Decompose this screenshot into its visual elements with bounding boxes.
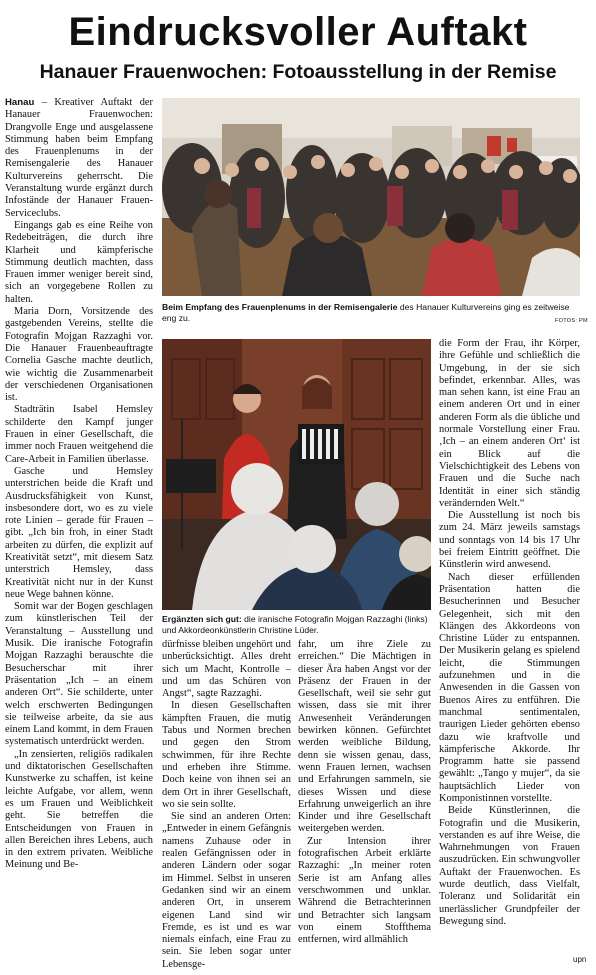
photo-reception-image [162,98,580,296]
paragraph: Sie sind an anderen Orten: „Entweder in einem Gefängnis namens Zuhause oder in realen Gefängnissen oder in anderen Ländern oder sogar im Himmel. Selbst in unseren Gedanken sind wir an einem anderen Ort, in unserem eigenen Land sind wir Fremde, es ist und es war niemals einfach, eine Frau zu sein. Sie leben sogar unter Lebensge- [162,811,291,970]
article-column-1 [5,97,153,872]
paragraph: Gasche und Hemsley unterstrichen beide die Kraft und Ausdrucksfähigkeit von Kunst, insbesondere dort, wo es zu viele rote Linien – gerade für Frauen – gibt. „Ich bin froh, in einer Stadt arbeiten zu dürfen, die explizit auf Kreativität setzt“, mit diesem Satz unterstrich Hemsley, dass Kreativität nicht nur in der Kunst neue Wege bahnen könne. [5,465,153,600]
paragraph: In diesen Gesellschaften kämpften Frauen, die mutig Tabus und Normen brechen und gegen den Strom schwimmen, für ihre Rechte und erheben ihre Stimme. Doch keine von ihnen sei an dem Ort in ihrer Gesellschaft, wo sie sein sollte. [162,700,291,810]
photo-performers [162,339,431,610]
author-signature: upn [573,955,587,964]
dateline: Hanau [5,97,35,108]
paragraph: dürfnisse bleiben ungehört und unberücksichtigt. Alles dreht sich um Macht, Kontrolle – und um das Schüren von Angst“, sagte Razzaghi. [162,639,291,700]
paragraph: Die Ausstellung ist noch bis zum 24. März jeweils samstags und sonntags von 14 bis 17 Uhr bei freiem Eintritt geöffnet. Die Künstlerin wird anwesend. [439,510,580,571]
paragraph: Eingangs gab es eine Reihe von Redebeiträgen, die durch ihre Klarheit und kämpferische Stimmung deutlich machten, dass Frauen immer weniger bereit sind, sich an vorgegebene Rollen zu halten. [5,219,153,305]
photo-reception-crowd [162,98,580,296]
caption-photo-1: Beim Empfang des Frauenplenums in der Remisengalerie des Hanauer Kulturvereins ging es zeitweise eng zu. [162,302,570,323]
paragraph: Zur Intension ihrer fotografischen Arbeit erklärte Razzaghi: „In meiner roten Serie ist am Anfang alles verschwommen und unklar. Während die Betrachterinnen und Betrachter sich langsam von einem Stoffthema entfernen, wird allmählich [298,835,431,946]
article-column-4 [439,338,580,928]
paragraph: Nach dieser erfüllenden Präsentation hatten die Besucherinnen und Besucher Gelegenheit, sich mit den Klängen des Akkordeons von Christine Lüder zu entspannen. Der Musikerin gelang es spielend leicht, die Stimmungen aufzunehmen und in die Anwesenden in die Gassen von Buenos Aires zu entführen. Die manchmal sentimentalen, traurigen Lieder gehörten ebenso dazu wie kraftvolle und kämpferische Akkorde. Ihr Programm hatte sie passend gewählt: „Tango y mujer“, da sie hauptsächlich Lieder von Komponistinnen vorstellte. [439,571,580,804]
subheadline: Hanauer Frauenwochen: Fotoausstellung in der Remise [39,61,557,83]
photo-performers-image [162,339,431,610]
paragraph: Hanau – Kreativer Auftakt der Hanauer Frauenwochen: Drangvolle Enge und ausgelassene Stimmung haben beim Empfang des Frauenplenums in der Remisengalerie des Hanauer Kulturvereins geherrscht. Die Veranstaltung wurde ergänzt durch Infostände der Hanauer Frauen-Serviceclubs. [5,97,153,219]
paragraph: Somit war der Bogen geschlagen zum künstlerischen Teil der Veranstaltung – Ausstellung und Musik. Die iranische Fotografin Mojgan Razzaghi berauschte die Besucherschar mit ihrer Präsentation „Ich – an einem anderen Ort“. Sie schilderte, unter welch erschwerten Bedingungen sie teilweise arbeite, da sie aus einem Land kommt, in dem Frauen systematisch unterdrückt werden. [5,601,153,748]
paragraph: „In zensierten, religiös radikalen und diktatorischen Gesellschaften Kunstwerke zu schaffen, ist keine leichte Aufgabe, vor allem, wenn es um Frauen und Weiblichkeit geht. Sie betreffen die Entscheidungen von Frauen in allen Bereichen ihres Lebens, auch in den extrem privaten. Weibliche Meinung und Be- [5,748,153,871]
headline: Eindrucksvoller Auftakt [68,10,528,54]
article-column-3 [298,639,431,946]
paragraph: fahr, um ihre Ziele zu erreichen.“ Die Mächtigen in dieser Ära haben Angst vor der Präsenz der Frauen in der Gesellschaft, weil sie sehr gut wissen, dass sie mit ihrer Anwesenheit Veränderungen bewirken können. Gefürchtet werden weibliche Bildung, denn sie wissen genau, dass, wenn Frauen lernen, wachsen und Erfahrungen sammeln, sie dieses Wissen und diese Erfahrung unweigerlich an ihre Kinder und ihre Gesellschaft weitergeben werden. [298,639,431,835]
article-column-2 [162,639,291,971]
paragraph: Stadträtin Isabel Hemsley schilderte den Kampf junger Frauen in einer Gesellschaft, die immer noch Frauen weitgehend die Care-Arbeit in Familien überlasse. [5,404,153,465]
paragraph: Maria Dorn, Vorsitzende des gastgebenden Vereins, stellte die Fotografin Mojgan Razzaghi vor. Die Hanauer Frauenbeauftragte Cornelia Gasche machte deutlich, wie wichtig die Zusammenarbeit der verschiedenen Organisationen ist. [5,306,153,404]
photo-credit: FOTOS: PM [555,318,588,324]
caption-photo-2: Ergänzten sich gut: die iranische Fotografin Mojgan Razzaghi (links) und Akkordeonkünstlerin Christine Lüder. [162,614,428,635]
paragraph: Beide Künstlerinnen, die Fotografin und die Musikerin, verstanden es auf ihre Weise, die Wahrnehmungen von Frauen auszudrücken. Ein schwungvoller Auftakt der Frauenwochen. Es wurde deutlich, dass Vielfalt, Toleranz und Solidarität ein unerlässlicher Grundpfeiler der Bewegung sind. [439,805,580,927]
paragraph: die Form der Frau, ihr Körper, ihre Gefühle und schließlich die Umgebung, in der sie sich befindet, erkennbar. Alles, was man sehen kann, ist eine Frau an einem anderen Ort und in einer anderen Form als die übliche und normale Vorstellung einer Frau. ‚Ich – an einem anderen Ort‘ ist ein Blick auf die Vielschichtigkeit des Lebens von Frauen und die Suche nach Identität in einer sich ständig verändernden Welt.“ [439,338,580,509]
